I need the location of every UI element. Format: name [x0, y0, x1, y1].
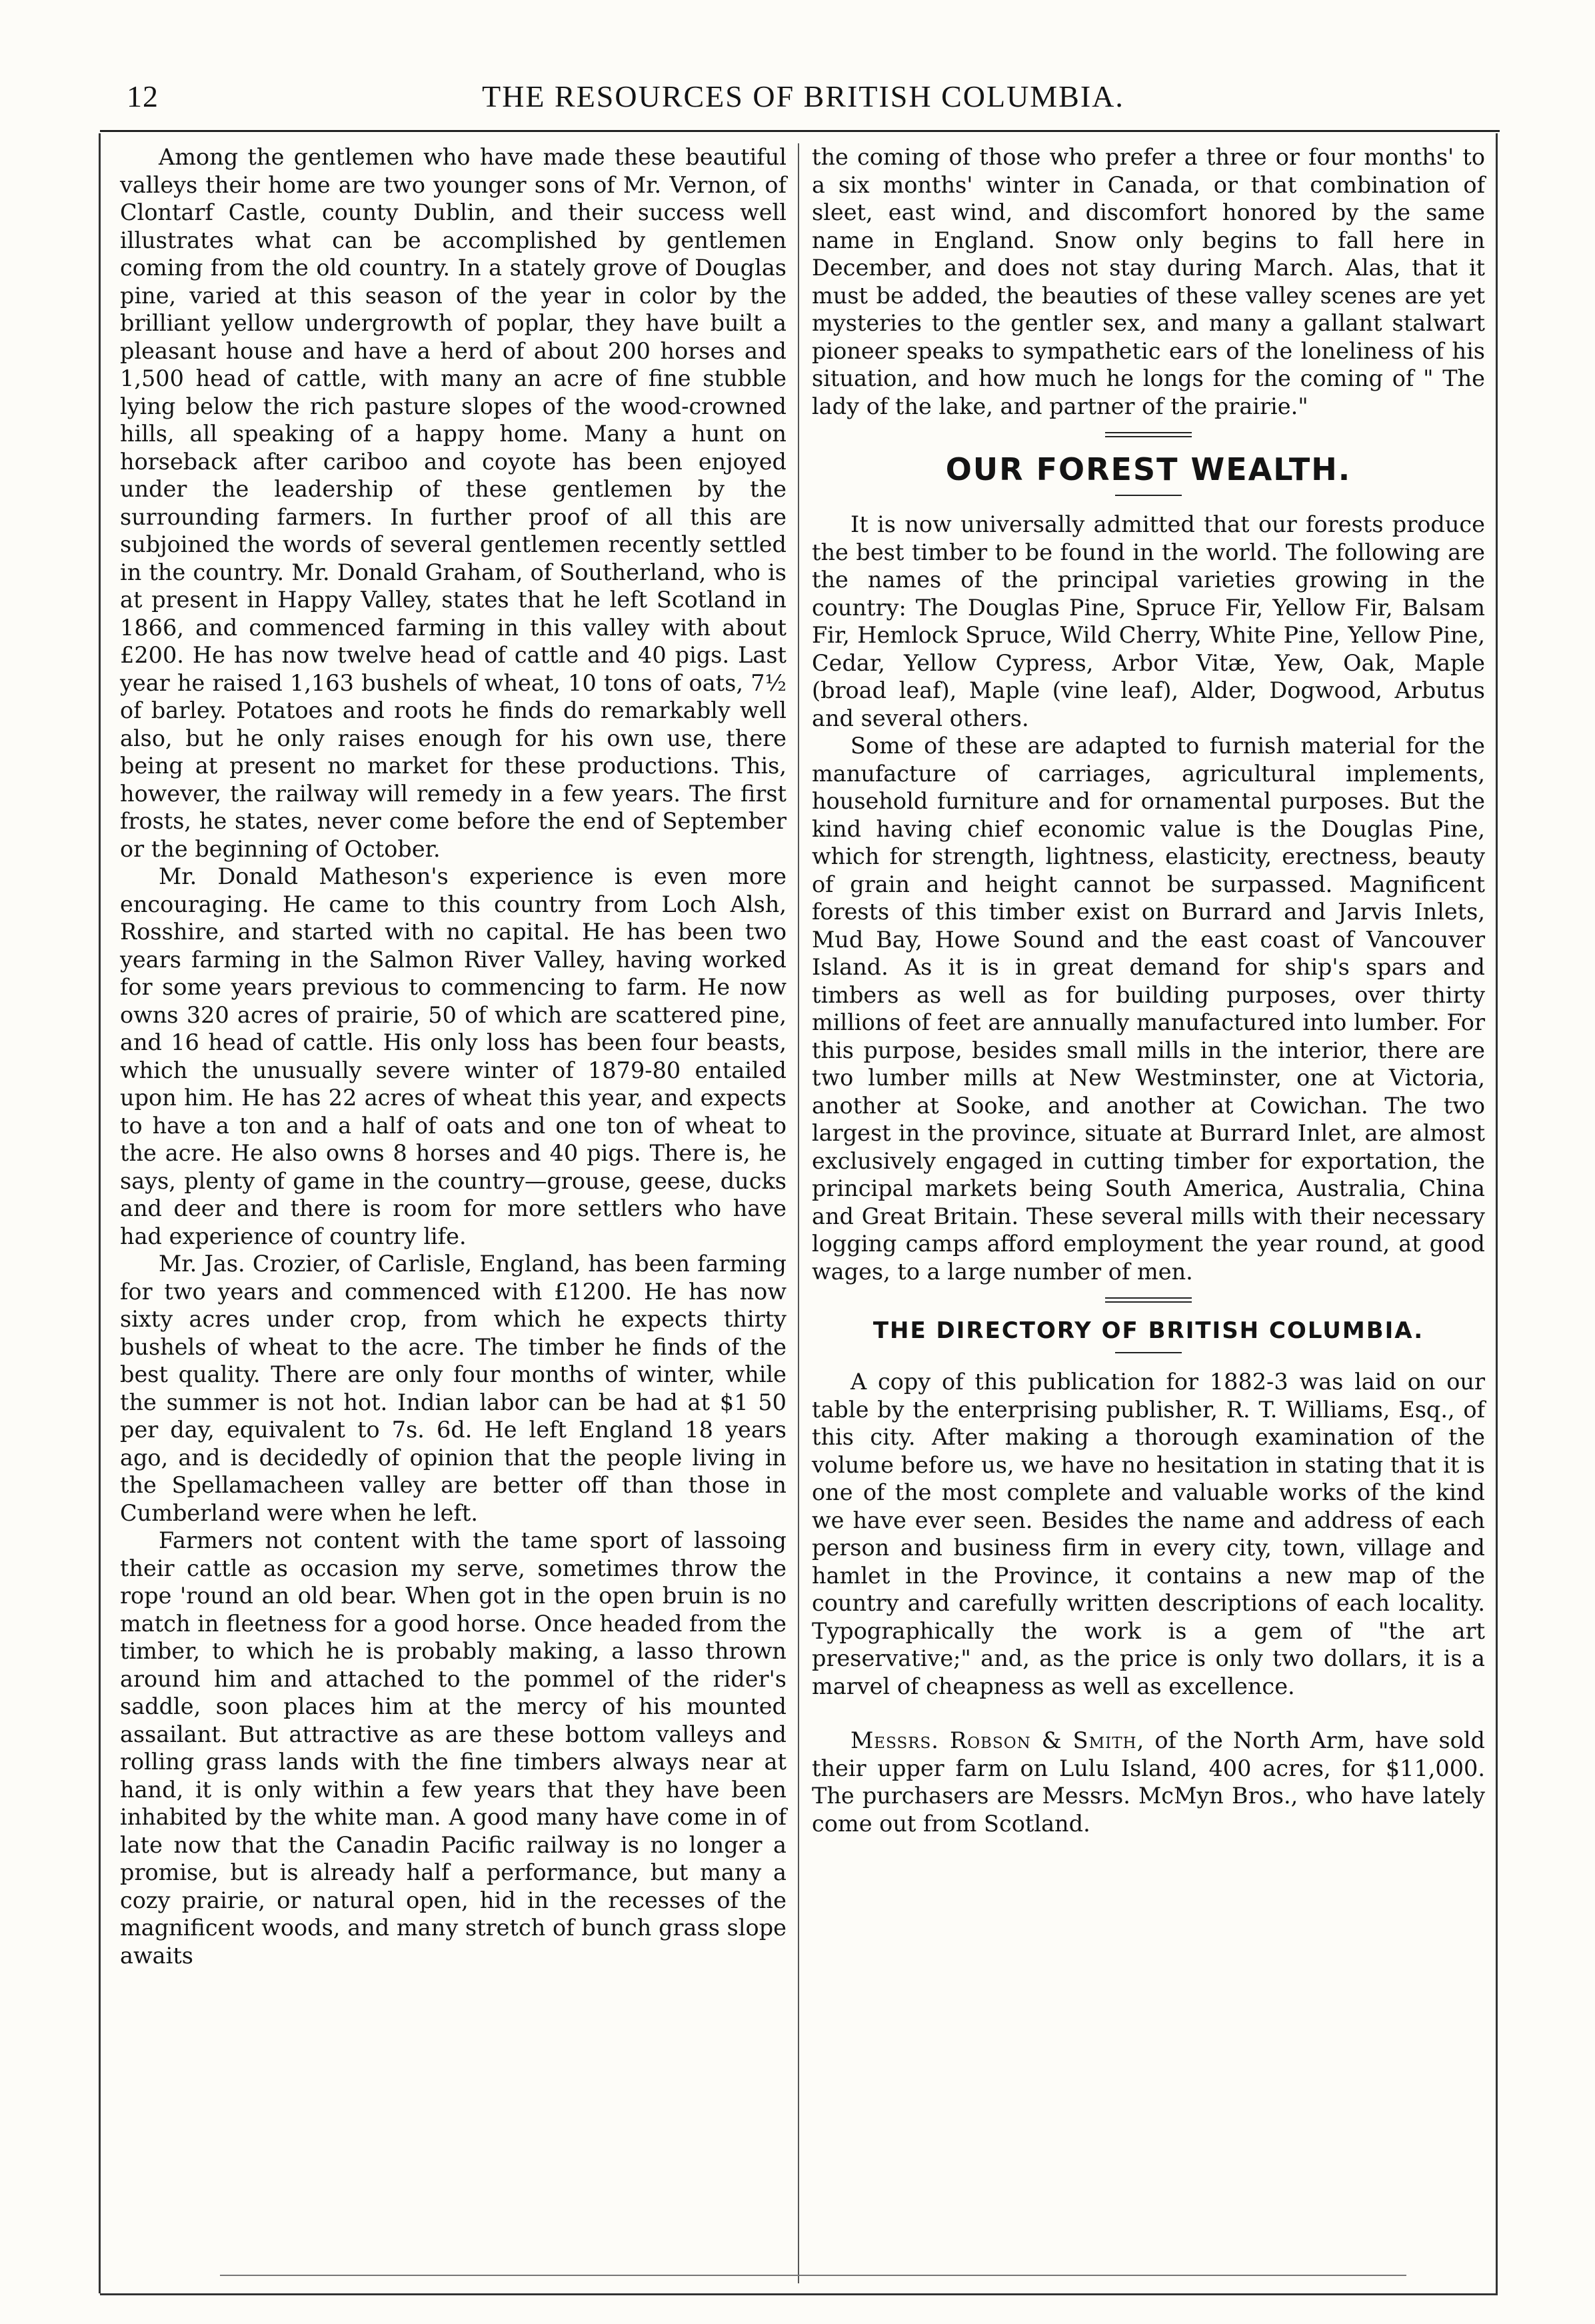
- paragraph-directory: A copy of this publication for 1882-3 was laid on our table by the enterprising publisher, R. T. Williams, Esq., of this city. After making a thorough examination of the volume before us, we have no hesitation in stating that it is one of the most complete and valuable works of the kind we have ever seen. Besides the name and address of each person and business firm in every city, town, village and hamlet in the Province, it contains a new map of the country and carefully written descriptions of each locality. Typographically the work is a gem of "the art preservative;" and, as the price is only two dollars, it is a marvel of cheapness as well as excellence.: [812, 1369, 1485, 1699]
- title-underline: [1115, 1352, 1182, 1353]
- paragraph-lassoing: Farmers not content with the tame sport of lassoing their cattle as occasion my serve, sometimes throw the rope 'round an old bear. When got in the open bruin is no match in fleetness for a good horse. Once headed from the timber, to which he is probably making, a lasso thrown around him and attached to the pommel of the rider's saddle, soon places him at the mercy of his mounted assailant. But attractive as are these bottom valleys and rolling grass lands with the fine timbers always near at hand, it is only within a few years that they have been inhabited by the white man. A good many have come in of late now that the Canadin Pacific railway is no longer a promise, but is already half a performance, but many a cozy prairie, or natural open, hid in the recesses of the magnificent woods, and many stretch of bunch grass slope awaits: [120, 1527, 787, 1969]
- page-number: 12: [127, 79, 159, 113]
- page-border-bottom: [100, 2293, 1498, 2295]
- paragraph-forest-douglas-pine: Some of these are adapted to furnish material for the manufacture of carriages, agricultural implements, household furniture and for ornamental purposes. But the kind having chief economic value is the Douglas Pine, which for strength, lightness, elasticity, erectness, beauty of grain and height cannot be surpassed. Magnificent forests of this timber exist on Burrard and Jarvis Inlets, Mud Bay, Howe Sound and the east coast of Vancouver Island. As it is in great demand for ship's spars and timbers as well as for building purposes, over thirty millions of feet are annually manufactured into lumber. For this purpose, besides small mills in the interior, there are two lumber mills at New Westminster, one at Victoria, another at Sooke, and another at Cowichan. The two largest in the province, situate at Burrard Inlet, are almost exclusively engaged in cutting timber for exportation, the principal markets being South America, Australia, China and Great Britain. These several mills with their necessary logging camps afford employment the year round, at good wages, to a large number of men.: [812, 733, 1485, 1285]
- forest-wealth-title: OUR FOREST WEALTH.: [945, 451, 1352, 487]
- spacer: [812, 1700, 1485, 1727]
- notice-text: of the North Arm, have sold their upper farm on Lulu Island, 400 acres, for $11,000. The purchasers are Messrs. McMyn Bros., who have lately come out from Scotland.: [812, 1727, 1485, 1837]
- section-separator: [1105, 432, 1192, 437]
- paragraph-continuation: the coming of those who prefer a three or four months' to a six months' winter in Canada, or that combination of sleet, east wind, and discomfort honored by the same name in England. Snow only begins to fall here in December, and does not stay during March. Alas, that it must be added, the beauties of these valley scenes are yet mysteries to the gentler sex, and many a gallant stalwart pioneer speaks to sympathetic ears of the loneliness of his situation, and how much he longs for the coming of " The lady of the lake, and partner of the prairie.": [812, 144, 1485, 419]
- notice-firm-name: Messrs. Robson & Smith,: [850, 1727, 1145, 1753]
- bottom-rule: [220, 2275, 1406, 2276]
- page-border-left: [99, 133, 101, 2293]
- running-title: THE RESOURCES OF BRITISH COLUMBIA.: [482, 79, 1124, 113]
- section-separator: [1105, 1297, 1192, 1303]
- paragraph-matheson: Mr. Donald Matheson's experience is even more encouraging. He came to this country from Loch Alsh, Rosshire, and started with no capital. He has been two years farming in the Salmon River Valley, having worked for some years previous to commencing to farm. He now owns 320 acres of prairie, 50 of which are scattered pine, and 16 head of cattle. His only loss has been four beasts, which the unusually severe winter of 1879-80 entailed upon him. He has 22 acres of wheat this year, and expects to have a ton and a half of oats and one ton of wheat to the acre. He also owns 8 horses and 40 pigs. There is, he says, plenty of game in the country—grouse, geese, ducks and deer and there is room for more settlers who have had experience of country life.: [120, 863, 787, 1249]
- directory-title: THE DIRECTORY OF BRITISH COLUMBIA.: [872, 1317, 1424, 1344]
- paragraph-forest-varieties: It is now universally admitted that our forests produce the best timber to be found in the world. The following are the names of the principal varieties growing in the country: The Douglas Pine, Spruce Fir, Yellow Fir, Balsam Fir, Hemlock Spruce, Wild Cherry, White Pine, Yellow Pine, Cedar, Yellow Cypress, Arbor Vitæ, Yew, Oak, Maple (broad leaf), Maple (vine leaf), Alder, Dogwood, Arbutus and several others.: [812, 511, 1485, 731]
- title-underline: [1115, 495, 1182, 496]
- page-header: [127, 79, 1480, 125]
- column-divider: [798, 143, 799, 2283]
- paragraph-vernon-graham: Among the gentlemen who have made these beautiful valleys their home are two younger sons of Mr. Vernon, of Clontarf Castle, county Dublin, and their success well illustrates what can be accomplished by gentlemen coming from the old country. In a stately grove of Douglas pine, varied at this season of the year in color by the brilliant yellow undergrowth of poplar, they have built a pleasant house and have a herd of about 200 horses and 1,500 head of cattle, with many an acre of fine stubble lying below the rich pasture slopes of the wood-crowned hills, all speaking of a happy home. Many a hunt on horseback after cariboo and coyote has been enjoyed under the leadership of these gentlemen by the surrounding farmers. In further proof of all this are subjoined the words of several gentlemen recently settled in the country. Mr. Donald Graham, of Southerland, who is at present in Happy Valley, states that he left Scotland in 1866, and commenced farming in this valley with about £200. He has now twelve head of cattle and 40 pigs. Last year he raised 1,163 bushels of wheat, 10 tons of oats, 7½ of barley. Potatoes and roots he finds do remarkably well also, but he only raises enough for his own use, there being at present no market for these productions. This, however, the railway will remedy in a few years. The first frosts, he states, never come before the end of September or the beginning of October.: [120, 144, 787, 862]
- paragraph-crozier: Mr. Jas. Crozier, of Carlisle, England, has been farming for two years and commenced with £1200. He has now sixty acres under crop, from which he expects thirty bushels of wheat to the acre. The timber he finds of the best quality. There are only four months of winter, while the summer is not hot. Indian labor can be had at $1 50 per day, equivalent to 7s. 6d. He left England 18 years ago, and is decidedly of opinion that the people living in the Spellamacheen valley are better off than those in Cumberland were when he left.: [120, 1251, 787, 1526]
- header-rule: [100, 130, 1500, 132]
- page-border-right: [1496, 133, 1498, 2293]
- paragraph-notice: [812, 1727, 1485, 1837]
- right-column: [812, 143, 1485, 1837]
- left-column: [120, 143, 787, 1969]
